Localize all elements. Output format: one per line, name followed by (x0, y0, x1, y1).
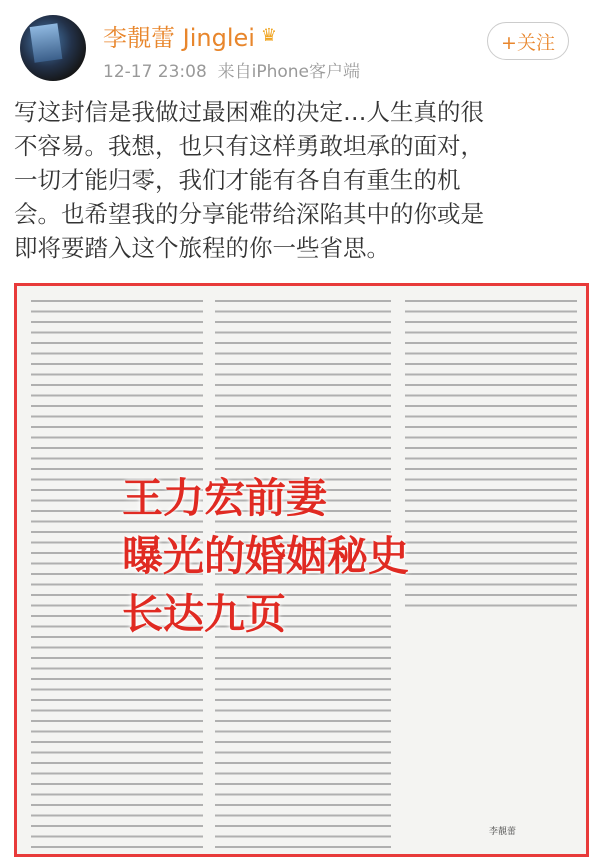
author-name[interactable]: 李靚蕾 Jinglei (103, 24, 255, 52)
post-line: 即将要踏入这个旅程的你一些省思。 (14, 234, 390, 262)
letter-column (405, 294, 577, 614)
letter-image[interactable] (14, 283, 589, 857)
timestamp: 12-17 23:08 (103, 62, 207, 82)
post-source: 来自iPhone客户端 (217, 62, 360, 82)
crown-icon: ♛ (260, 25, 278, 46)
overlay-line: 长达九页 (122, 590, 286, 638)
overlay-line: 王力宏前妻 (122, 474, 327, 522)
post-line: 一切才能归零，我们才能有各自有重生的机 (14, 166, 461, 194)
author-name-row[interactable] (103, 18, 277, 53)
post-text (14, 95, 594, 265)
overlay-caption (122, 469, 409, 643)
overlay-line: 曝光的婚姻秘史 (122, 532, 409, 580)
avatar[interactable] (20, 15, 86, 81)
post-line: 不容易。我想，也只有这样勇敢坦承的面对， (14, 132, 484, 160)
post-meta (103, 57, 360, 82)
post-line: 写这封信是我做过最困难的决定…人生真的很 (14, 98, 484, 126)
post-line: 会。也希望我的分享能带给深陷其中的你或是 (14, 200, 484, 228)
letter-signature: 李靚蕾 (489, 827, 517, 837)
follow-button[interactable]: +关注 (487, 22, 569, 60)
